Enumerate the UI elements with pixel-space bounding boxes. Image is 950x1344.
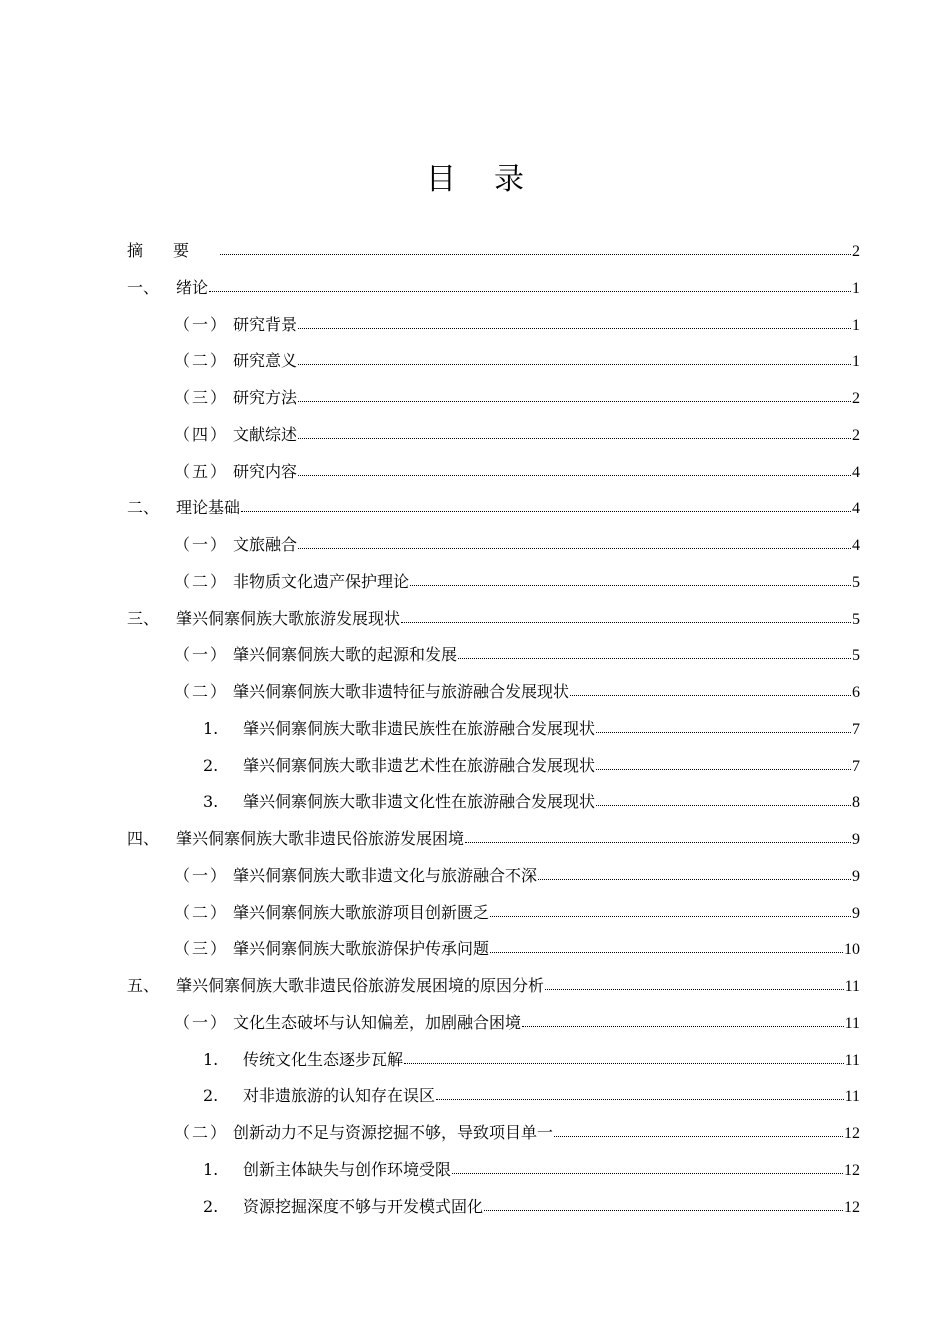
toc-entry-number: （三） [174, 388, 229, 407]
dot-leader [298, 548, 851, 549]
toc-entry[interactable] [127, 824, 860, 861]
toc-entry[interactable] [127, 420, 860, 457]
toc-entry-page: 7 [852, 720, 860, 738]
toc-entry[interactable] [127, 1008, 860, 1045]
table-of-contents [127, 236, 860, 1228]
toc-entry-number: （四） [174, 424, 229, 444]
dot-leader [404, 1063, 844, 1064]
dot-leader [241, 511, 851, 512]
toc-entry[interactable] [127, 493, 860, 530]
dot-leader [484, 1210, 843, 1211]
toc-entry-title: 文化生态破坏与认知偏差，加剧融合困境 [233, 1012, 522, 1032]
toc-entry-title: 肇兴侗寨侗族大歌非遗民俗旅游发展困境 [176, 829, 465, 848]
toc-entry-page: 4 [852, 537, 860, 554]
dot-leader [220, 254, 851, 255]
toc-entry-number: 五、 [127, 976, 160, 995]
dot-leader [596, 732, 851, 733]
toc-entry-number: 1. [203, 1159, 219, 1179]
toc-entry-page: 8 [852, 794, 860, 812]
toc-entry[interactable] [127, 934, 860, 971]
toc-entry[interactable] [127, 1081, 860, 1118]
toc-entry-page: 12 [844, 1161, 860, 1179]
dot-leader [490, 916, 851, 917]
toc-entry-title: 理论基础 [176, 498, 241, 518]
dot-leader [465, 842, 851, 843]
toc-entry-page: 11 [844, 1051, 860, 1069]
dot-leader [458, 658, 851, 659]
toc-entry-title: 文旅融合 [233, 535, 298, 554]
toc-entry-page: 11 [844, 978, 860, 995]
dot-leader [298, 364, 851, 365]
toc-entry[interactable] [127, 787, 860, 824]
dot-leader [298, 401, 851, 402]
dot-leader [570, 695, 851, 696]
toc-entry-page: 5 [852, 647, 860, 665]
toc-entry-title: 传统文化生态逐步瓦解 [243, 1049, 404, 1069]
toc-entry-title: 肇兴侗寨侗族大歌非遗文化性在旅游融合发展现状 [243, 792, 596, 812]
dot-leader [410, 585, 851, 586]
toc-entry-page: 11 [844, 1014, 860, 1032]
toc-entry[interactable] [127, 273, 860, 310]
dot-leader [522, 1026, 844, 1027]
toc-entry-title: 对非遗旅游的认知存在误区 [243, 1086, 436, 1106]
toc-entry-title: 绪论 [176, 277, 209, 297]
toc-entry-number: （五） [174, 461, 229, 481]
toc-entry-title: 肇兴侗寨侗族大歌非遗艺术性在旅游融合发展现状 [243, 755, 596, 775]
toc-entry-number: 3. [203, 792, 219, 812]
toc-entry-page: 9 [852, 831, 860, 848]
toc-entry-title: 肇兴侗寨侗族大歌非遗特征与旅游融合发展现状 [233, 682, 570, 701]
toc-entry[interactable] [127, 310, 860, 347]
toc-entry-number: （一） [174, 865, 229, 885]
toc-entry-number: 四、 [127, 829, 160, 848]
dot-leader [452, 1173, 843, 1174]
dot-leader [436, 1099, 844, 1100]
toc-entry[interactable] [127, 383, 860, 420]
dot-leader [596, 769, 851, 770]
toc-entry[interactable] [127, 457, 860, 494]
toc-entry-title: 研究方法 [233, 388, 298, 407]
toc-entry-number: 2. [203, 1196, 219, 1216]
toc-entry-page: 6 [852, 684, 860, 701]
toc-entry-number: （一） [174, 535, 229, 554]
toc-entry-number: 摘要 [127, 241, 220, 260]
dot-leader [298, 475, 851, 476]
toc-entry-number: 1. [203, 1049, 219, 1069]
toc-entry-page: 7 [852, 757, 860, 775]
dot-leader [545, 989, 844, 990]
toc-entry-page: 5 [852, 573, 860, 591]
toc-entry-title: 肇兴侗寨侗族大歌旅游发展现状 [176, 608, 401, 628]
toc-entry-title: 肇兴侗寨侗族大歌非遗民俗旅游发展困境的原因分析 [176, 976, 545, 995]
toc-entry-number: （二） [174, 682, 229, 701]
toc-entry-title: 研究意义 [233, 351, 298, 371]
toc-entry-number: （二） [174, 351, 229, 371]
toc-entry[interactable] [127, 714, 860, 751]
toc-entry[interactable] [127, 530, 860, 567]
dot-leader [298, 438, 851, 439]
toc-entry-page: 5 [852, 610, 860, 628]
toc-entry-number: （一） [174, 1012, 229, 1032]
toc-entry-page: 1 [852, 353, 860, 371]
dot-leader [298, 328, 851, 329]
toc-entry[interactable] [127, 1045, 860, 1082]
toc-entry-title: 研究背景 [233, 314, 298, 334]
dot-leader [554, 1136, 843, 1137]
toc-entry-page: 4 [852, 500, 860, 518]
toc-entry-number: （三） [174, 939, 229, 959]
toc-entry-page: 2 [852, 426, 860, 444]
toc-entry-page: 1 [852, 316, 860, 334]
toc-entry-number: （一） [174, 645, 229, 665]
toc-entry[interactable] [127, 1155, 860, 1192]
toc-entry-title: 肇兴侗寨侗族大歌非遗民族性在旅游融合发展现状 [243, 718, 596, 738]
toc-entry-title: 肇兴侗寨侗族大歌旅游保护传承问题 [233, 939, 490, 959]
toc-entry-title: 肇兴侗寨侗族大歌的起源和发展 [233, 645, 458, 665]
toc-entry-page: 10 [844, 941, 860, 959]
toc-entry-title: 创新动力不足与资源挖掘不够，导致项目单一 [233, 1123, 554, 1142]
toc-entry-number: （二） [174, 902, 229, 922]
dot-leader [401, 622, 851, 623]
toc-entry-page: 9 [852, 904, 860, 922]
toc-entry[interactable] [127, 604, 860, 641]
dot-leader [538, 879, 851, 880]
toc-entry[interactable] [127, 236, 860, 273]
toc-entry-page: 2 [852, 243, 860, 260]
toc-entry-page: 2 [852, 390, 860, 407]
toc-entry[interactable] [127, 861, 860, 898]
toc-entry[interactable] [127, 971, 860, 1008]
toc-entry[interactable] [127, 1192, 860, 1229]
toc-entry-page: 1 [852, 279, 860, 297]
toc-entry-number: 2. [203, 1086, 219, 1106]
toc-entry[interactable] [127, 346, 860, 383]
toc-entry[interactable] [127, 751, 860, 788]
toc-entry-number: （二） [174, 571, 229, 591]
toc-entry[interactable] [127, 567, 860, 604]
toc-entry-page: 12 [844, 1125, 860, 1142]
toc-entry-page: 12 [844, 1198, 860, 1216]
toc-entry-page: 4 [852, 463, 860, 481]
toc-entry-page: 9 [852, 867, 860, 885]
toc-entry-title: 文献综述 [233, 424, 298, 444]
toc-entry-title: 资源挖掘深度不够与开发模式固化 [243, 1196, 484, 1216]
toc-entry-number: 二、 [127, 498, 160, 518]
toc-entry-number: 一、 [127, 277, 160, 297]
toc-entry-number: 1. [203, 718, 219, 738]
dot-leader [209, 291, 851, 292]
toc-entry-title: 创新主体缺失与创作环境受限 [243, 1159, 452, 1179]
toc-entry-title: 研究内容 [233, 461, 298, 481]
toc-entry-title: 非物质文化遗产保护理论 [233, 571, 410, 591]
toc-entry-number: 三、 [127, 608, 160, 628]
toc-entry[interactable] [127, 898, 860, 935]
toc-entry-number: （一） [174, 314, 229, 334]
page-title: 目录 [426, 162, 562, 197]
dot-leader [596, 805, 851, 806]
toc-entry-number: 2. [203, 755, 219, 775]
toc-entry-page: 11 [844, 1088, 860, 1106]
dot-leader [490, 952, 843, 953]
toc-entry-title: 肇兴侗寨侗族大歌非遗文化与旅游融合不深 [233, 865, 538, 885]
toc-entry-number: （二） [174, 1123, 229, 1142]
toc-entry[interactable] [127, 677, 860, 714]
toc-entry-title: 肇兴侗寨侗族大歌旅游项目创新匮乏 [233, 902, 490, 922]
toc-entry[interactable] [127, 640, 860, 677]
toc-entry[interactable] [127, 1118, 860, 1155]
